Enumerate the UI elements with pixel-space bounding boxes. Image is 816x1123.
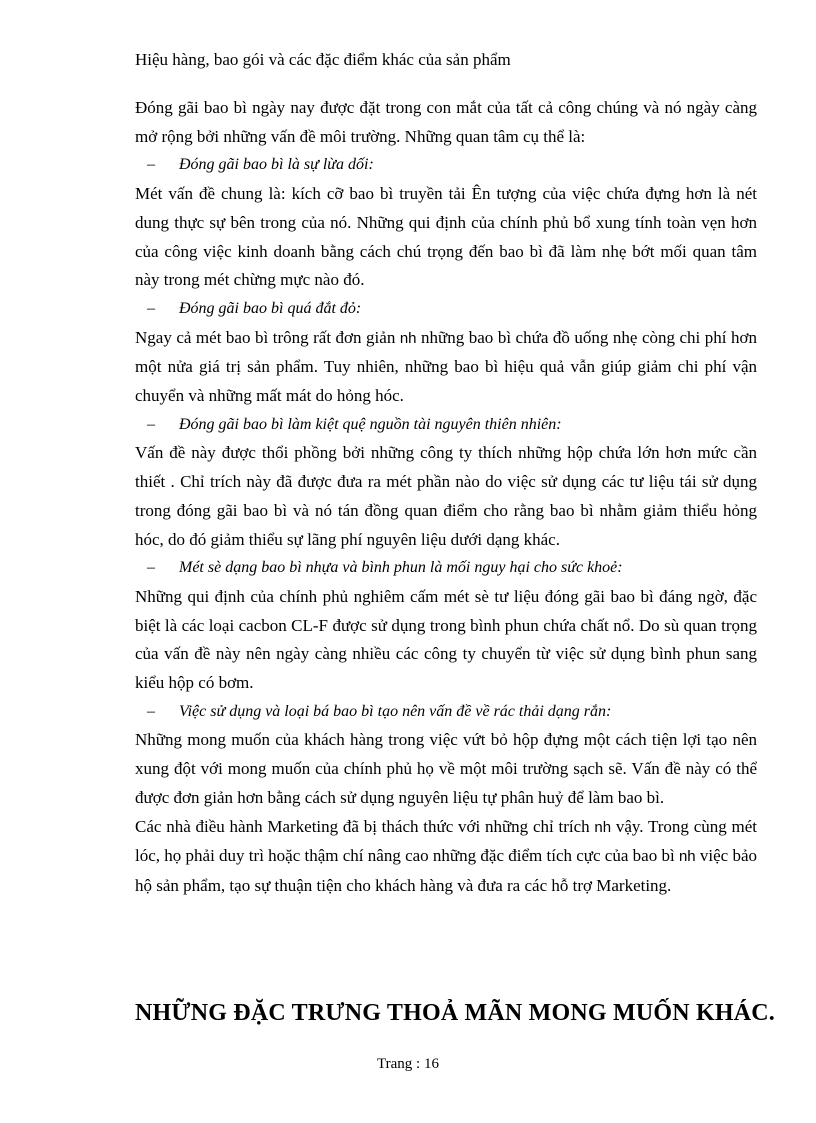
intro-paragraph: Đóng gãi bao bì ngày nay được đặt trong con mắt của tất cả công chúng và nó ngày càng mở rộng bởi những vấn đề môi trường. Những quan tâm cụ thể là: [135, 98, 757, 146]
text-run: Ngay cả mét bao bì trông rất đơn giản [135, 327, 400, 347]
dash-marker: – [147, 559, 155, 577]
paragraph: Mét vấn đề chung là: kích cỡ bao bì truyền tải Ên tượng của việc chứa đựng hơn là nét dung thực sự bên trong của nó. Những qui định của chính phủ bổ xung tính toàn vẹn hơn của công việc kinh doanh bằng cách chú trọng đến bao bì đã làm nhẹ bớt mối quan tâm này trong mét chừng mực nào đó. [135, 184, 757, 290]
bullet-item [135, 151, 757, 180]
body-text [135, 94, 757, 901]
paragraph: Những qui định của chính phủ nghiêm cấm mét sè tư liệu đóng gãi bao bì đáng ngờ, đặc biệt là các loại cacbon CL-F được sử dụng trong bình phun chứa chất nổ. Do sù quan trọng của vấn đề này nên ngày càng nhiều các công ty chuyển từ việc sử dụng bình phun sang kiểu hộp có bơm. [135, 586, 757, 693]
bullet-text: Đóng gãi bao bì làm kiệt quệ nguồn tài nguyên thiên nhiên: [179, 415, 562, 433]
bullet-item [135, 698, 757, 727]
bullet-text: Việc sử dụng và loại bá bao bì tạo nên vấn đề về rác thải dạng rắn: [179, 702, 612, 720]
text-run: Các nhà điều hành Marketing đã bị thách thức với những chỉ trích [135, 816, 595, 836]
text-run-nh: nh [399, 329, 417, 347]
paragraph: Vấn đề này được thổi phồng bởi những công ty thích những hộp chứa lớn hơn mức cần thiết . Chỉ trích này đã được đưa ra mét phần nào do việc sử dụng các tư liệu tái sử dụng trong đóng gãi bao bì và nó tán đồng quan điểm cho rằng bao bì nhằm giảm thiểu hỏng hóc, do đó giảm thiểu sự lãng phí nguyên liệu dưới dạng khác. [135, 443, 757, 549]
dash-marker: – [147, 415, 155, 433]
bullet-item [135, 411, 757, 440]
bullet-text: Đóng gãi bao bì là sự lừa dối: [179, 156, 374, 174]
text-run: việc bảo hộ sản phẩm, tạo sự thuận tiện cho khách hàng và đưa ra các hỗ trợ Marketing. [135, 846, 757, 895]
page-number: Trang : 16 [377, 1056, 439, 1072]
paragraph [135, 813, 757, 901]
text-run: những bao bì chứa đồ uống nhẹ còng chi phí hơn một nửa giá trị sản phẩm. Tuy nhiên, những bao bì hiệu quả vẫn giúp giảm chi phí vận chuyển và những mất mát do hỏng hóc. [135, 327, 758, 406]
section-header: Hiệu hàng, bao gói và các đặc điểm khác của sản phẩm [135, 50, 511, 69]
dash-marker: – [147, 156, 155, 174]
bullet-text: Đóng gãi bao bì quá đắt đỏ: [179, 299, 362, 317]
bullet-item [135, 554, 757, 583]
bullet-item [135, 295, 757, 324]
text-run: vậy. Trong cùng mét lóc, họ phải duy trì hoặc thậm chí nâng cao những đặc điểm tích cực của bao bì [135, 816, 757, 866]
section-heading: NHỮNG ĐẶC TRƯNG THOẢ MÃN MONG MUỐN KHÁC. [135, 1000, 775, 1026]
dash-marker: – [147, 702, 155, 720]
text-run-nh: nh [678, 848, 696, 866]
bullet-text: Mét sè dạng bao bì nhựa và bình phun là mối nguy hại cho sức khoẻ: [179, 559, 623, 577]
text-run-nh: nh [594, 818, 612, 836]
paragraph [135, 324, 757, 411]
paragraph: Những mong muốn của khách hàng trong việc vứt bỏ hộp đựng một cách tiện lợi tạo nên xung đột với mong muốn của chính phủ họ về một môi trường sạch sẽ. Vấn đề này có thể được đơn giản hơn bằng cách sử dụng nguyên liệu tự phân huỷ để làm bao bì. [135, 730, 757, 807]
dash-marker: – [147, 299, 155, 317]
